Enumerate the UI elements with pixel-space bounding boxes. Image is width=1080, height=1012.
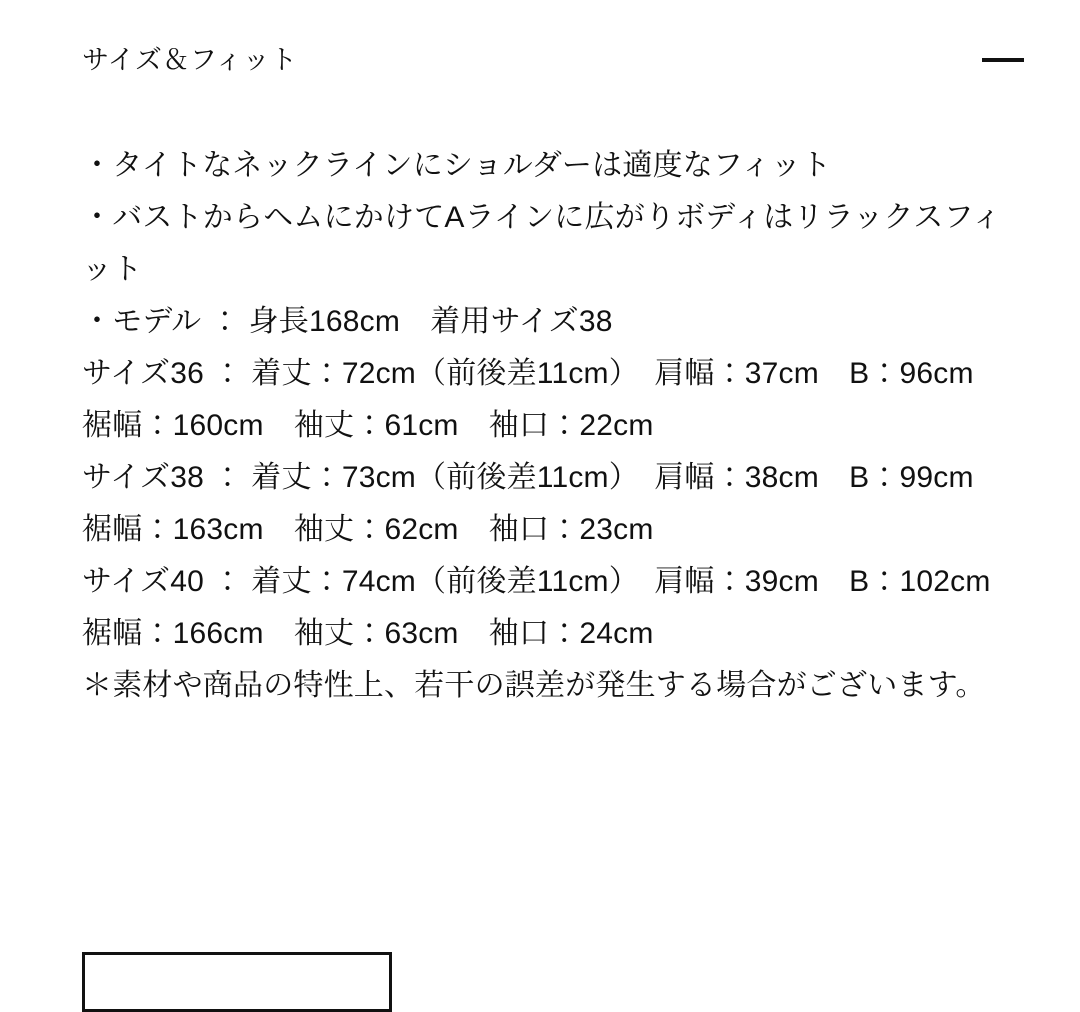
size-and-fit-accordion-header[interactable] (0, 28, 1080, 92)
bottom-button[interactable] (82, 952, 392, 1012)
detail-line: サイズ36 ： 着丈：72cm（前後差11cm） 肩幅：37cm B：96cm 裾幅：160cm 袖丈：61cm 袖口：22cm (82, 357, 1004, 442)
detail-line: ・タイトなネックラインにショルダーは適度なフィット (82, 149, 832, 182)
detail-line: ・モデル ： 身長168cm 着用サイズ38 (82, 305, 613, 338)
detail-line: サイズ38 ： 着丈：73cm（前後差11cm） 肩幅：38cm B：99cm 裾幅：163cm 袖丈：62cm 袖口：23cm (82, 461, 1004, 546)
page-title: サイズ＆フィット (82, 44, 298, 75)
detail-line: ＊素材や商品の特性上、若干の誤差が発生する場合がございます。 (82, 669, 986, 702)
detail-line: ・バストからヘムにかけてAラインに広がりボディはリラックスフィット (82, 201, 1002, 286)
detail-line: サイズ40 ： 着丈：74cm（前後差11cm） 肩幅：39cm B：102cm 裾幅：166cm 袖丈：63cm 袖口：24cm (82, 565, 1021, 650)
minus-icon[interactable] (982, 58, 1024, 62)
size-and-fit-content (82, 140, 1021, 712)
